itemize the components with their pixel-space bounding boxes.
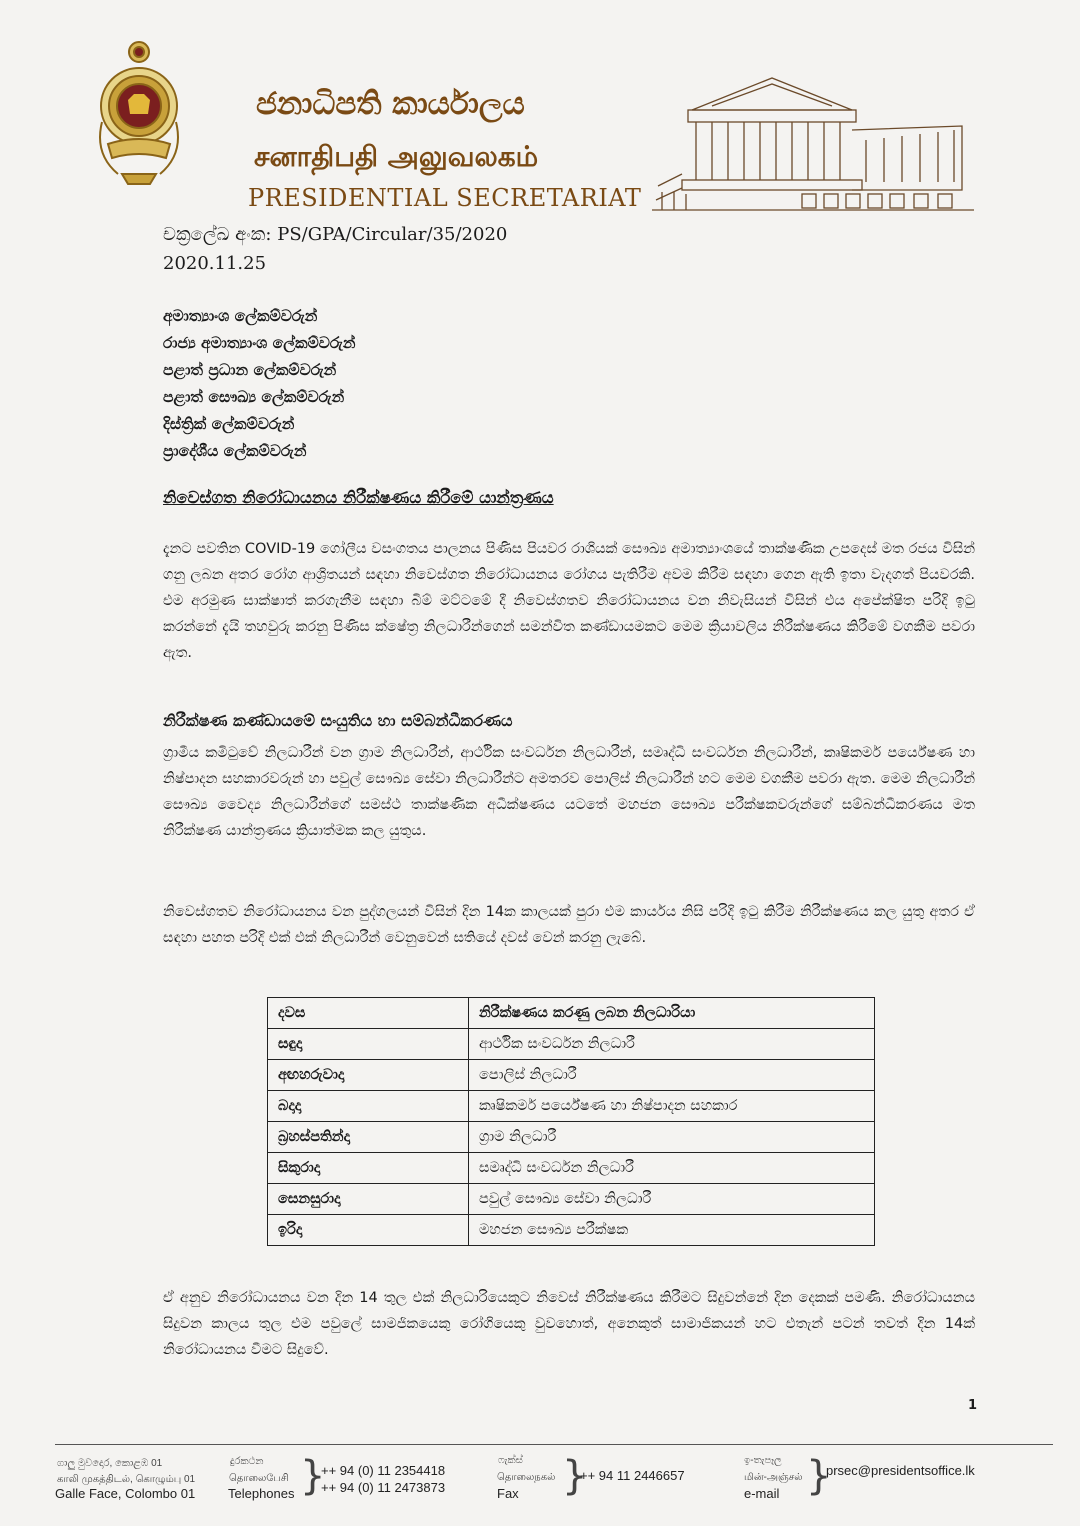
page-number: 1: [968, 1398, 978, 1413]
footer-fax-ta: தொலைநகல்: [497, 1472, 556, 1483]
header-day: දවස: [268, 998, 469, 1029]
footer-tel-1: ++ 94 (0) 11 2354418: [321, 1463, 446, 1478]
footer-tel-si: දුරකථන: [230, 1456, 264, 1467]
brace-icon: }: [806, 1453, 832, 1499]
table-row: [268, 1153, 875, 1184]
day-cell: බ්‍රහස්පතින්දා: [268, 1122, 469, 1153]
paragraph-1: දැනට පවතින COVID-19 ගෝලීය වසංගතය පාලනය පිණිස පියවර රාශියක් සෞඛ්‍ය අමාත්‍යාංශයේ තාක්ෂණික උපදෙස් මත රජය විසින් ගනු ලබන අතර රෝග ආශ්‍රිතයන් සඳහා නිවෙස්ගත නිරෝධායනය රෝගය පැතිරීම අවම කිරීම සඳහා ගෙන ඇති ඉතා වැදගත් පියවරකි. එම අරමුණ සාක්ෂාත් කරගැනීම සඳහා බිම් මට්ටමේ දී නිවෙස්ගතව නිරෝධායනය වන නිවැසියන් විසින් එය අපේක්ෂිත පරිදි ඉටු කරන්නේ දැයි තහවුරු කරනු පිණිස ක්ෂේත්‍ර නිලධාරීන්ගෙන් සමන්විත කණ්ඩායමකට මෙම ක්‍රියාවලිය නිරීක්ෂණය කිරීමේ වගකීම පවරා ඇත.: [163, 541, 975, 661]
section-heading: නිරීක්ෂණ කණ්ඩායමේ සංයුතිය හා සම්බන්ධීකරණය: [163, 711, 513, 730]
footer-email-si: ඉ-තැපෑල: [744, 1455, 782, 1466]
footer-email-en: e-mail: [744, 1486, 780, 1501]
recipient-item: දිස්ත්‍රික් ලේකම්වරුන්: [163, 415, 295, 433]
brace-icon: }: [562, 1453, 588, 1499]
table-row: [268, 1122, 875, 1153]
officer-cell: මහජන සෞඛ්‍ය පරීක්ෂක: [469, 1215, 875, 1246]
footer-email-ta: மின்-அஞ்சல்: [744, 1472, 803, 1483]
letterhead-sinhala: ජනාධිපති කාර්යාලය: [256, 86, 525, 122]
footer-tel-2: ++ 94 (0) 11 2473873: [321, 1480, 446, 1495]
day-cell: සඳුදා: [268, 1029, 469, 1060]
circular-reference: චක්‍රලේඛ අංක: PS/GPA/Circular/35/2020: [163, 224, 508, 245]
footer-tel-en: Telephones: [228, 1486, 295, 1501]
footer-address-en: Galle Face, Colombo 01: [55, 1486, 196, 1501]
day-cell: බදාදා: [268, 1091, 469, 1122]
day-cell: සෙනසුරාදා: [268, 1184, 469, 1215]
officer-cell: ආර්ථික සංවර්ධන නිලධාරී: [469, 1029, 875, 1060]
footer-tel-ta: தொலைபேசி: [229, 1473, 289, 1484]
recipient-list: [163, 303, 355, 465]
sri-lanka-emblem-icon: [88, 34, 190, 186]
inspection-roster-table: [267, 997, 875, 1246]
footer-fax-en: Fax: [497, 1486, 519, 1501]
footer-fax-number: ++ 94 11 2446657: [580, 1468, 685, 1483]
day-cell: අඟහරුවාදා: [268, 1060, 469, 1091]
table-row: [268, 1215, 875, 1246]
day-cell: ඉරිදා: [268, 1215, 469, 1246]
day-cell: සිකුරාදා: [268, 1153, 469, 1184]
recipient-item: පළාත් සෞඛ්‍ය ලේකම්වරුන්: [163, 388, 345, 406]
circular-date: 2020.11.25: [163, 253, 267, 274]
table-header-row: [268, 998, 875, 1029]
footer-email-link[interactable]: prsec@presidentsoffice.lk: [826, 1463, 975, 1478]
paragraph-3: නිවෙස්ගතව නිරෝධායනය වන පුද්ගලයන් විසින් දින 14ක කාලයක් පුරා එම කාර්යය නිසි පරිදි ඉටු කිරීම නිරීක්ෂණය කල යුතු අතර ඒ සඳහා පහත පරිදි එක් එක් නිලධාරීන් වෙනුවෙන් සතියේ දවස් වෙන් කරනු ලැබේ.: [163, 904, 975, 946]
officer-cell: පොලිස් නිලධාරී: [469, 1060, 875, 1091]
officer-cell: ග්‍රාම නිලධාරී: [469, 1122, 875, 1153]
paragraph-2: ග්‍රාමීය කමිටුවේ නිලධාරීන් වන ග්‍රාම නිලධාරීන්, ආර්ථික සංවර්ධන නිලධාරීන්, සමෘද්ධි සංවර්ධන නිලධාරීන්, කෘෂිකර්ම පර්යේෂණ හා නිෂ්පාදන සහකාරවරුන් හා පවුල් සෞඛ්‍ය සේවා නිලධාරීන්ට අමතරව පොලිස් නිලධාරීන් හට මෙම වගකීම පවරා ඇත. මෙම නිලධාරීන් සෞඛ්‍ය වෛද්‍ය නිලධාරීන්ගේ සමස්ථ තාක්ෂණික අධීක්ෂණය යටතේ මහජන සෞඛ්‍ය පරීක්ෂකවරුන්ගේ සම්බන්ධීකරණය මත නිරීක්ෂණ යාන්ත්‍රණය ක්‍රියාත්මක කල යුතුය.: [163, 745, 975, 839]
recipient-item: අමාත්‍යාංශ ලේකම්වරුන්: [163, 307, 318, 325]
table-row: [268, 1184, 875, 1215]
paragraph-4: ඒ අනුව නිරෝධායනය වන දින 14 තුල එක් නිලධාරියෙකුට නිවෙස් නිරීක්ෂණය කිරීමට සිදුවන්නේ දින දෙකක් පමණි. නිරෝධායනය සිදුවන කාලය තුල එම පවුලේ සාමජිකයෙකු රෝගියෙකු වුවහොත්, අනෙකුත් සාමාජිකයන් හට එතැන් පටන් තවත් දින 14ක් නිරෝධායනය වීමට සිදුවේ.: [163, 1290, 975, 1358]
table-row: [268, 1029, 875, 1060]
officer-cell: කෘෂිකර්ම පර්යේෂණ හා නිෂ්පාදන සහකාර: [469, 1091, 875, 1122]
recipient-item: පළාත් ප්‍රධාන ලේකම්වරුන්: [163, 361, 337, 379]
officer-cell: සමෘද්ධි සංවර්ධන නිලධාරී: [469, 1153, 875, 1184]
table-row: [268, 1060, 875, 1091]
secretariat-building-icon: [652, 70, 974, 216]
header-officer: නිරීක්ෂණය කරණු ලබන නිලධාරියා: [469, 998, 875, 1029]
footer-fax-si: ෆැක්ස්: [498, 1455, 523, 1466]
letterhead-english: PRESIDENTIAL SECRETARIAT: [248, 184, 642, 212]
table-row: [268, 1091, 875, 1122]
footer-address-ta: காலி முகத்திடல், கொழும்பு 01: [57, 1474, 196, 1485]
letterhead-tamil: சனாதிபதி அலுவலகம்: [254, 140, 539, 173]
recipient-item: ප්‍රාදේශීය ලේකම්වරුන්: [163, 442, 307, 460]
recipient-item: රාජ්‍ය අමාත්‍යාංශ ලේකම්වරුන්: [163, 334, 356, 352]
officer-cell: පවුල් සෞඛ්‍ය සේවා නිලධාරී: [469, 1184, 875, 1215]
footer-address-si: ගාලු මුවදොර, කොළඹ 01: [57, 1458, 163, 1469]
brace-icon: }: [300, 1453, 326, 1499]
footer-divider: [55, 1444, 1053, 1445]
subject-heading: නිවෙස්ගත නිරෝධායනය නිරීක්ෂණය කිරීමේ යාන්ත්‍රණය: [163, 488, 554, 507]
